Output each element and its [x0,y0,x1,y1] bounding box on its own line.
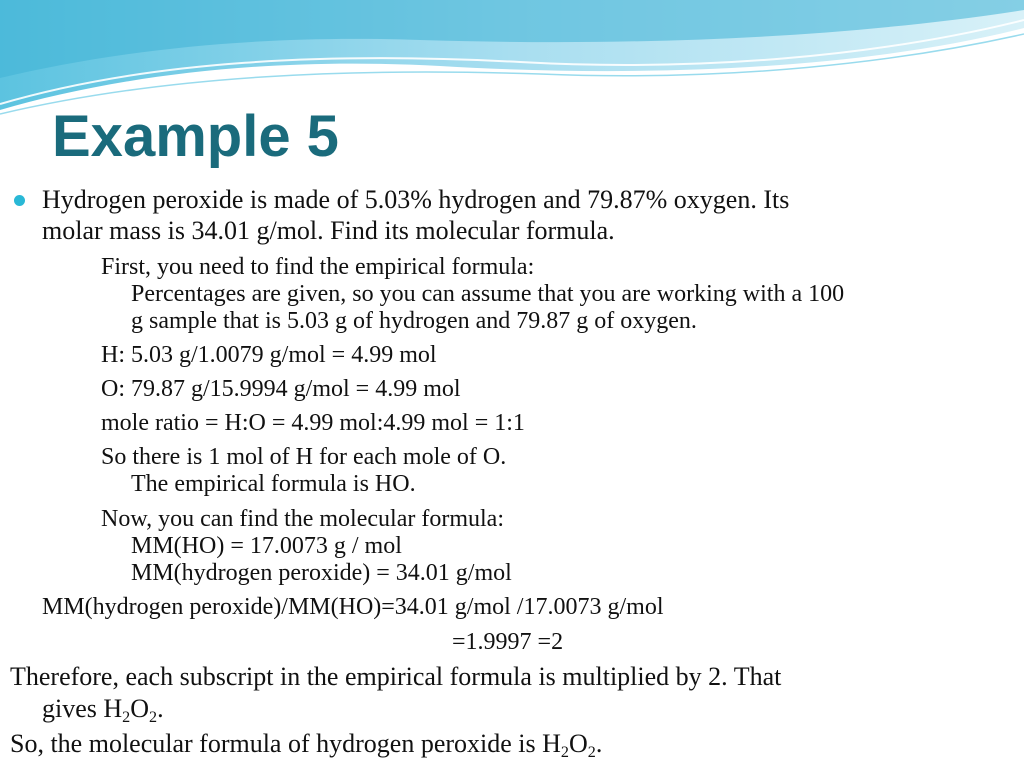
step-oxygen-moles: O: 79.87 g/15.9994 g/mol = 4.99 mol [101,376,461,402]
slide-title: Example 5 [52,104,339,169]
step-empirical-intro: First, you need to find the empirical formula: [101,254,535,280]
header-wave-decoration [0,0,1024,120]
step-division-result: =1.9997 =2 [452,629,564,655]
bullet-icon [14,195,25,206]
conclusion-line-1: Therefore, each subscript in the empirical formula is multiplied by 2. That [10,662,782,691]
step-ratio-explanation: So there is 1 mol of H for each mole of O. [101,444,507,470]
step-hydrogen-moles: H: 5.03 g/1.0079 g/mol = 4.99 mol [101,342,437,368]
step-mm-peroxide: MM(hydrogen peroxide) = 34.01 g/mol [131,560,512,586]
conclusion-line-2: gives $H_2O_2$. [42,694,164,726]
step-percentages-line-2: g sample that is 5.03 g of hydrogen and 79.87 g of oxygen. [131,308,697,334]
step-mm-ho: MM(HO) = 17.0073 g / mol [131,533,402,559]
problem-statement-line-2: molar mass is 34.01 g/mol. Find its molecular formula. [42,216,615,245]
step-percentages-line-1: Percentages are given, so you can assume that you are working with a 100 [131,281,845,307]
problem-statement-line-1: Hydrogen peroxide is made of 5.03% hydrogen and 79.87% oxygen. Its [42,185,790,214]
final-answer-line: So, the molecular formula of hydrogen peroxide is $H_2O_2$. [10,729,603,761]
step-molecular-intro: Now, you can find the molecular formula: [101,506,504,532]
step-empirical-result: The empirical formula is HO. [131,471,416,497]
step-mm-division: MM(hydrogen peroxide)/MM(HO)=34.01 g/mol /17.0073 g/mol [42,594,664,620]
step-mole-ratio: mole ratio = H:O = 4.99 mol:4.99 mol = 1:1 [101,410,525,436]
